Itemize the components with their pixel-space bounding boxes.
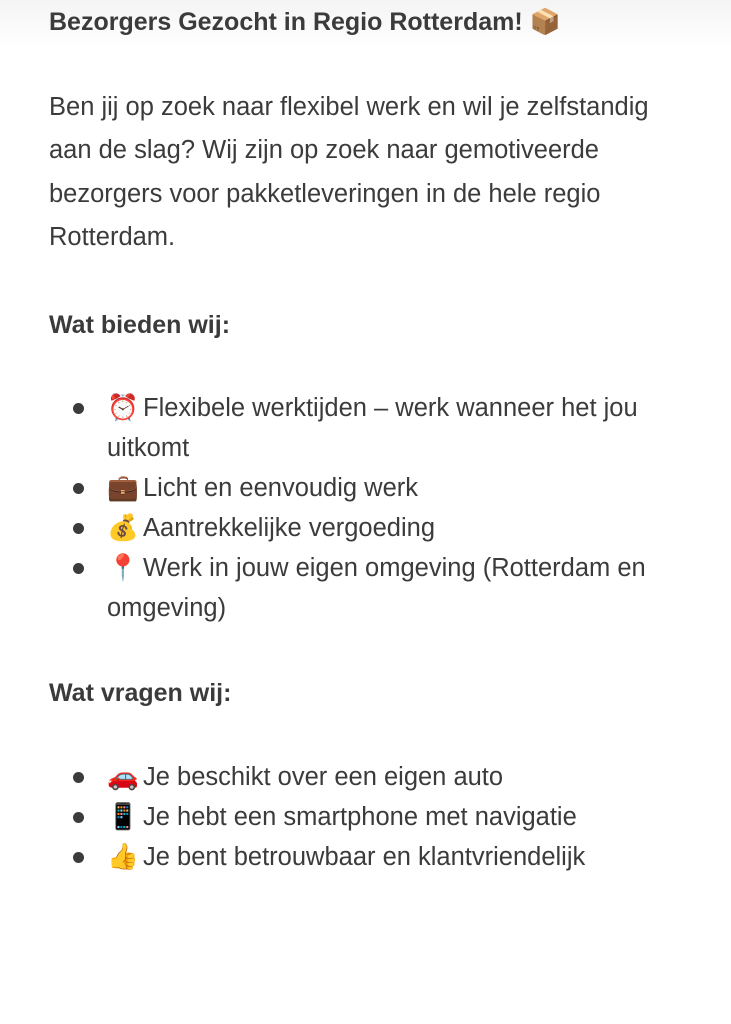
package-icon: 📦 (529, 8, 561, 36)
thumbs-up-icon: 👍 (107, 843, 139, 871)
list-item (49, 508, 679, 548)
title-text: Bezorgers Gezocht in Regio Rotterdam! (49, 8, 523, 36)
bullet (73, 812, 84, 823)
bullet (73, 772, 84, 783)
post-title (49, 4, 561, 40)
alarm-clock-icon: ⏰ (107, 394, 139, 422)
briefcase-icon: 💼 (107, 474, 139, 502)
item-text: Je bent betrouwbaar en klantvriendelijk (143, 843, 586, 871)
pin-icon: 📍 (107, 554, 139, 582)
item-text: Werk in jouw eigen omgeving (Rotterdam en omgeving) (107, 554, 646, 622)
bullet (73, 852, 84, 863)
list-item (49, 757, 679, 797)
item-text: Aantrekkelijke vergoeding (143, 514, 436, 542)
list-item (49, 837, 679, 877)
bullet (73, 563, 84, 574)
list-item (49, 548, 679, 628)
money-bag-icon: 💰 (107, 514, 139, 542)
bullet (73, 523, 84, 534)
list-item (49, 468, 679, 508)
item-text: Je hebt een smartphone met navigatie (143, 803, 577, 831)
offer-heading: Wat bieden wij: (49, 311, 231, 339)
smartphone-icon: 📱 (107, 803, 139, 831)
list-item (49, 388, 679, 468)
list-item (49, 797, 679, 837)
intro-paragraph: Ben jij op zoek naar flexibel werk en wil je zelfstandig aan de slag? Wij zijn op zoek naar gemotiveerde bezorgers voor pakketleveringen in de hele regio Rotterdam. (49, 93, 649, 251)
bullet (73, 403, 84, 414)
offer-list (49, 388, 679, 628)
ask-heading: Wat vragen wij: (49, 679, 232, 707)
car-icon: 🚗 (107, 763, 139, 791)
item-text: Je beschikt over een eigen auto (143, 763, 504, 791)
bullet (73, 483, 84, 494)
item-text: Flexibele werktijden – werk wanneer het jou uitkomt (107, 394, 638, 462)
ask-list (49, 757, 679, 877)
item-text: Licht en eenvoudig werk (143, 474, 419, 502)
